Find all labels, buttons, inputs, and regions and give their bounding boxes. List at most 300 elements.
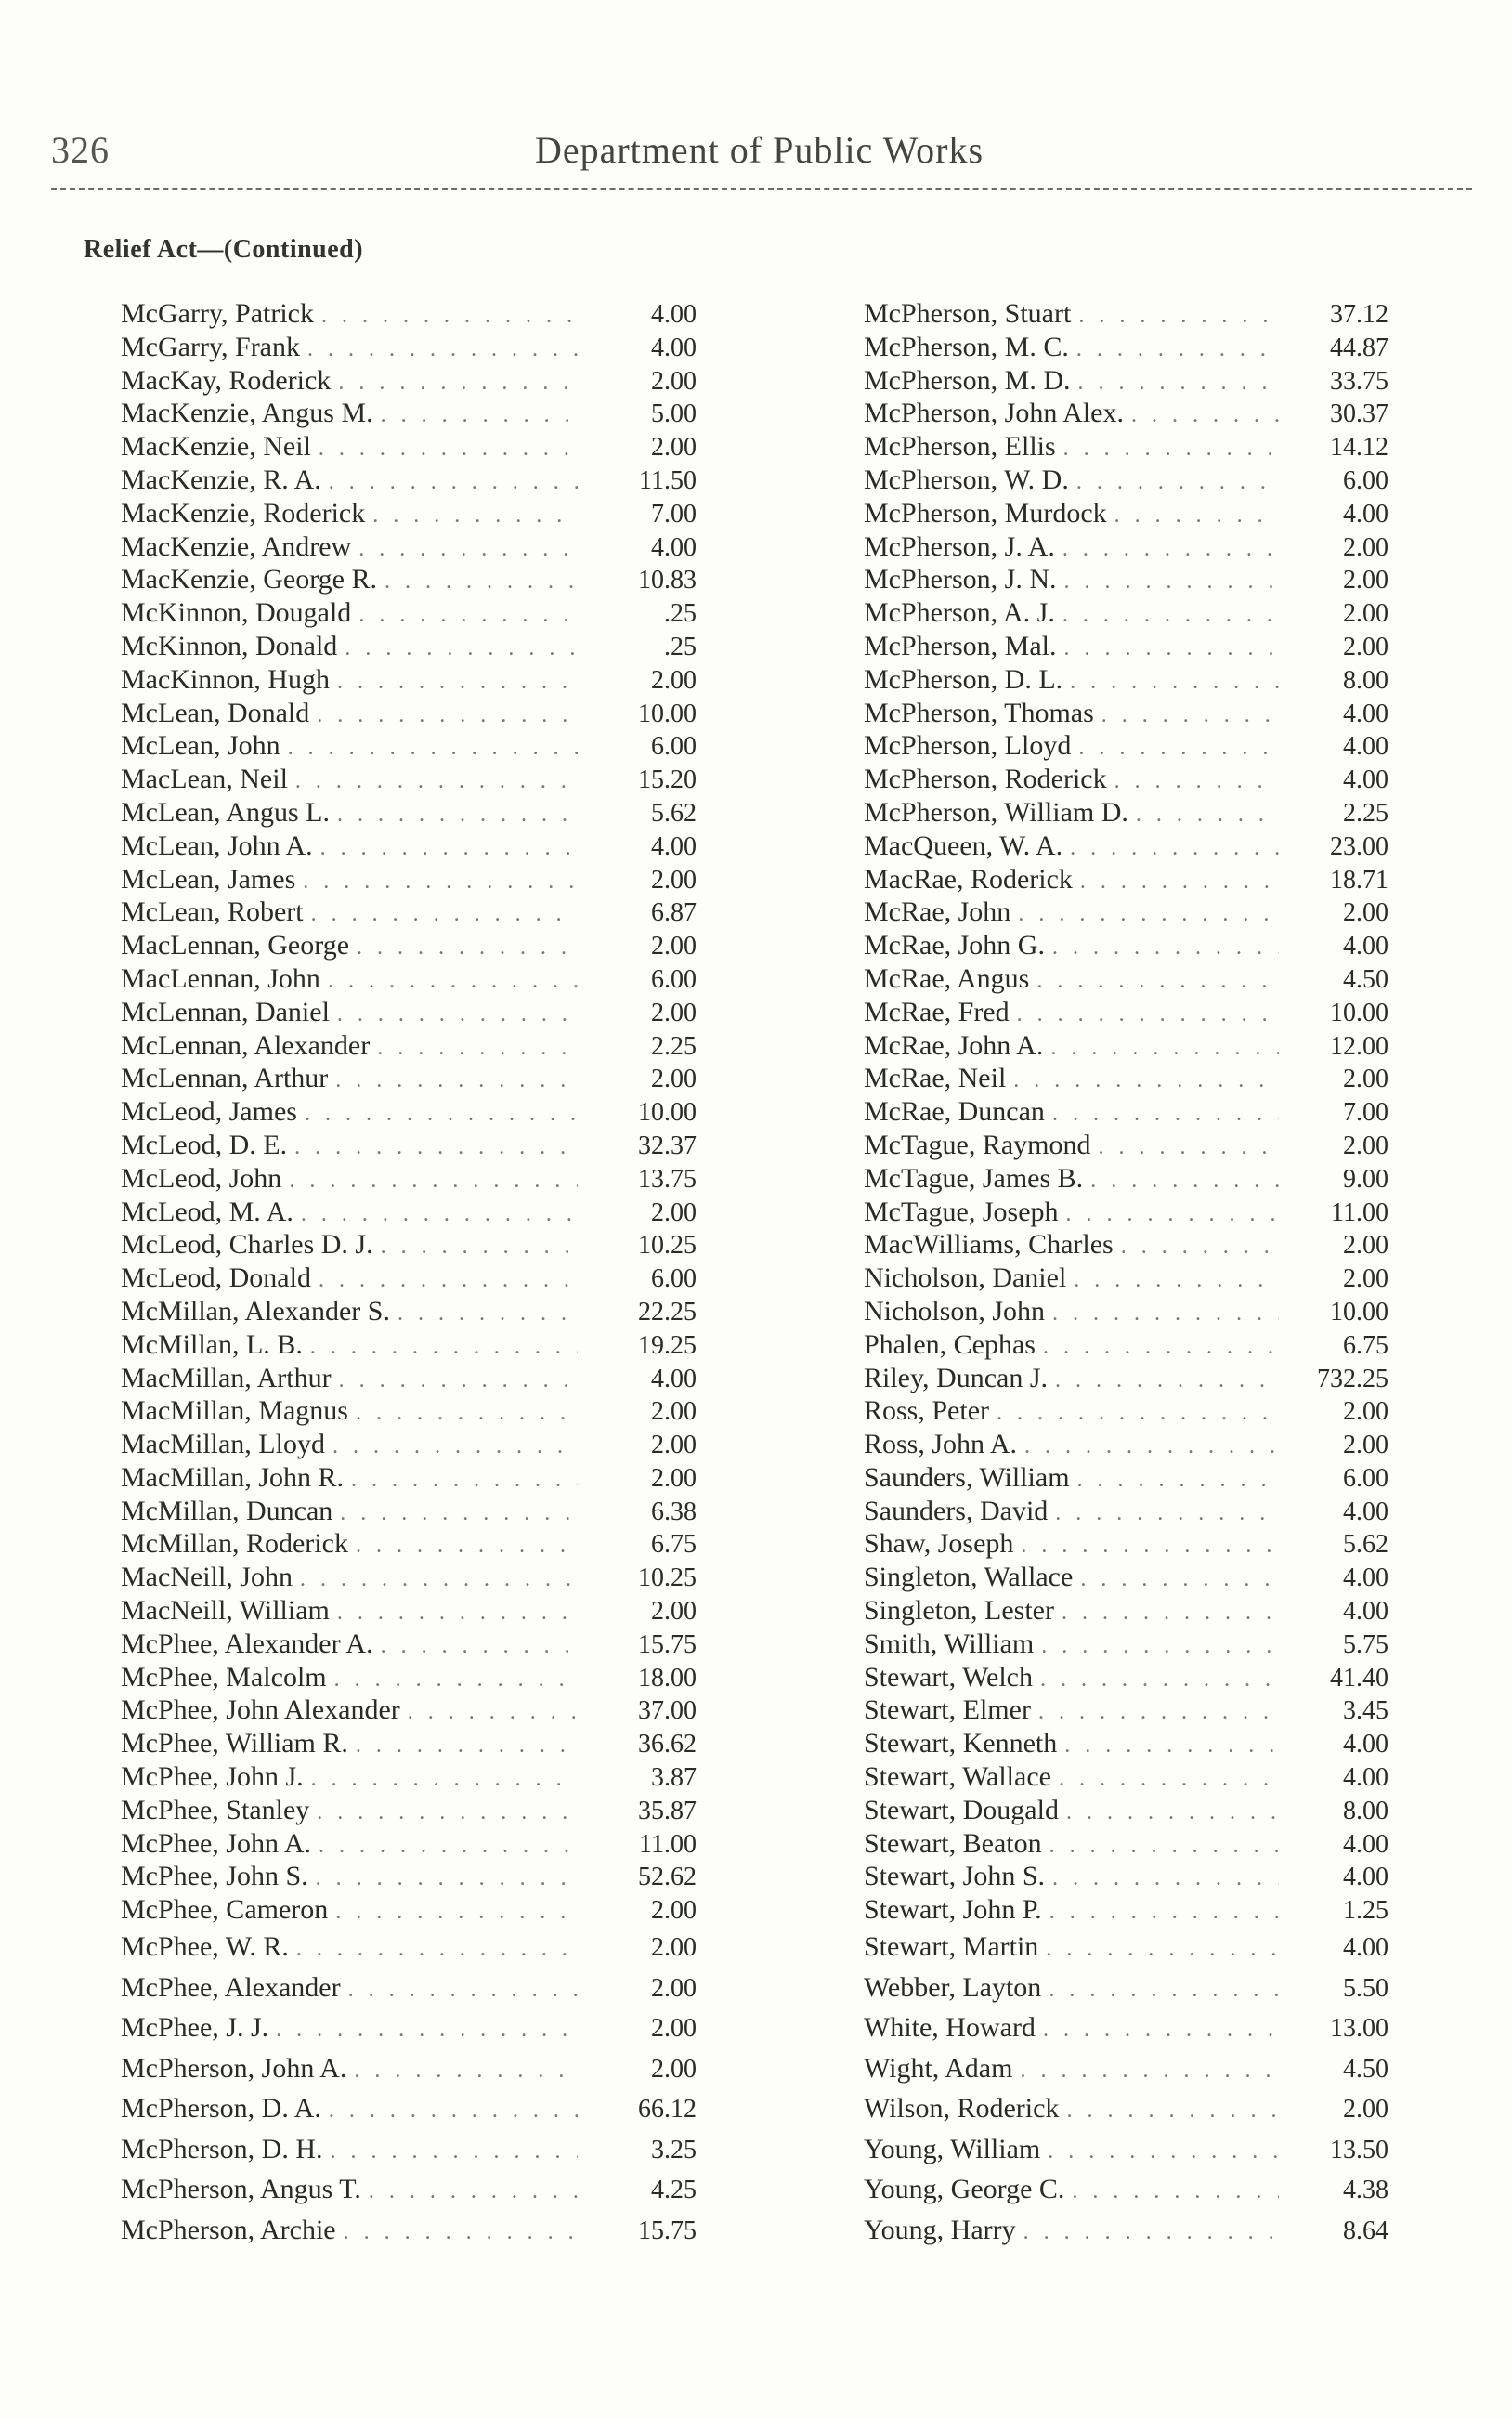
amount: 4.38: [1343, 2176, 1388, 2205]
dot-leader: [316, 1863, 578, 1896]
amount: 52.62: [638, 1863, 697, 1892]
dot-leader: [331, 2132, 579, 2173]
amount: 30.37: [1330, 399, 1388, 429]
payee-name: McRae, Angus: [864, 962, 1030, 994]
payee-name: Saunders, David: [864, 1495, 1049, 1526]
dot-leader: [351, 1464, 578, 1497]
list-item: [121, 1860, 697, 1893]
dot-leader: [1090, 1165, 1279, 1198]
payee-name: McPherson, A. J.: [864, 597, 1055, 629]
payee-name: McRae, John A.: [864, 1029, 1044, 1061]
list-item: [121, 962, 697, 996]
payee-name: MacMillan, John R.: [121, 1461, 344, 1493]
amount: 3.87: [651, 1763, 697, 1793]
payee-name: McLeod, John: [121, 1162, 282, 1194]
payee-name: Stewart, Beaton: [864, 1827, 1042, 1859]
dot-leader: [303, 866, 578, 899]
dot-leader: [319, 1830, 578, 1863]
section-title: Relief Act—(Continued): [84, 235, 364, 264]
amount: 2.00: [651, 1065, 697, 1094]
amount: 22.25: [638, 1297, 697, 1327]
list-item: [121, 763, 697, 796]
amount: 11.00: [1331, 1197, 1388, 1227]
amount: 2.00: [1343, 1397, 1388, 1427]
list-item: [864, 1495, 1388, 1528]
payee-name: MacNeill, William: [121, 1595, 330, 1627]
dot-leader: [339, 1365, 578, 1398]
dot-leader: [1080, 1563, 1279, 1597]
payee-name: MacNeill, John: [121, 1562, 293, 1593]
payee-name: Ross, John A.: [864, 1429, 1018, 1460]
payee-name: McLean, Donald: [121, 697, 310, 728]
payee-name: McPherson, J. N.: [864, 564, 1057, 595]
payee-name: McPherson, Angus T.: [121, 2174, 361, 2205]
list-item: [121, 929, 697, 962]
list-item: [864, 1561, 1388, 1594]
list-item: [864, 1095, 1388, 1129]
payee-name: Wilson, Roderick: [864, 2093, 1060, 2125]
list-item: [864, 596, 1388, 630]
payee-name: McPherson, Roderick: [864, 764, 1107, 795]
amount: 2.00: [1343, 1231, 1388, 1261]
payee-name: McRae, Neil: [864, 1063, 1007, 1094]
amount: 33.75: [1330, 366, 1388, 396]
amount: 2.00: [651, 1463, 697, 1493]
amount: 14.12: [1330, 433, 1388, 463]
amount: 2.25: [651, 1031, 697, 1061]
dot-leader: [358, 533, 578, 567]
list-item: [121, 464, 697, 497]
dot-leader: [358, 599, 578, 633]
list-item: [121, 1727, 697, 1760]
amount: 4.00: [1343, 699, 1388, 728]
amount: 2.00: [651, 2014, 697, 2044]
amount: 35.87: [638, 1796, 697, 1825]
amount: 11.00: [639, 1829, 697, 1859]
list-item: [121, 2210, 697, 2251]
payee-name: McPhee, John J.: [121, 1761, 304, 1793]
dot-leader: [1055, 1497, 1279, 1531]
list-item: [121, 1394, 697, 1428]
list-item: [121, 1029, 697, 1063]
list-item: [864, 497, 1388, 530]
list-item: [121, 729, 697, 763]
list-item: [121, 1661, 697, 1694]
dot-leader: [1052, 1098, 1279, 1131]
payee-name: McPherson, D. H.: [121, 2133, 323, 2164]
list-item: [121, 1561, 697, 1594]
dot-leader: [1066, 1198, 1279, 1232]
amount: 6.00: [651, 732, 697, 762]
dot-leader: [340, 1497, 578, 1531]
dot-leader: [319, 433, 578, 466]
amount: 2.00: [651, 865, 697, 895]
dot-leader: [310, 1331, 578, 1365]
payee-name: McPherson, John A.: [121, 2052, 347, 2084]
dot-leader: [1043, 2010, 1279, 2051]
payee-name: McLean, John: [121, 730, 280, 762]
amount: 36.62: [638, 1730, 697, 1759]
amount: 10.83: [638, 566, 697, 595]
list-item: [864, 1794, 1388, 1827]
amount: 4.00: [1343, 932, 1388, 961]
list-item: [121, 796, 697, 830]
payee-name: McPherson, M. C.: [864, 331, 1069, 362]
payee-name: McRae, John: [864, 896, 1011, 928]
dot-leader: [317, 1797, 578, 1830]
list-item: [121, 2007, 697, 2048]
dot-leader: [1070, 666, 1279, 700]
page-header: [51, 121, 1467, 177]
list-item: [864, 1527, 1388, 1561]
amount: 6.00: [651, 964, 697, 994]
amount: 6.00: [1343, 1463, 1388, 1493]
payee-name: McPhee, Alexander: [121, 1971, 341, 2003]
list-item: [864, 563, 1388, 596]
payee-name: Smith, William: [864, 1628, 1035, 1659]
payee-name: McPherson, Lloyd: [864, 730, 1072, 762]
amount: 15.20: [638, 765, 697, 795]
payee-name: McRae, John G.: [864, 930, 1045, 961]
amount: 4.00: [1343, 1730, 1388, 1759]
dot-leader: [344, 2213, 578, 2254]
dot-leader: [334, 1664, 578, 1697]
dot-leader: [1062, 533, 1279, 567]
payee-name: McLeod, James: [121, 1096, 297, 1128]
payee-name: Stewart, Martin: [864, 1931, 1039, 1963]
amount: 8.00: [1343, 665, 1388, 695]
payee-name: MacLean, Neil: [121, 764, 288, 795]
list-item: [121, 2048, 697, 2089]
list-item: [864, 1968, 1388, 2008]
list-item: [864, 430, 1388, 464]
amount: 2.00: [651, 665, 697, 695]
payee-name: Nicholson, Daniel: [864, 1262, 1067, 1294]
payee-name: Stewart, Kenneth: [864, 1728, 1058, 1759]
payee-name: MacKenzie, R. A.: [121, 464, 321, 495]
amount: 2.00: [1343, 1131, 1388, 1160]
dot-leader: [1024, 1431, 1279, 1464]
amount: 2.25: [1343, 798, 1388, 828]
payee-name: Nicholson, John: [864, 1295, 1045, 1327]
dot-leader: [337, 999, 578, 1032]
list-item: [864, 663, 1388, 697]
dot-leader: [1080, 866, 1279, 899]
list-item: [121, 530, 697, 564]
amount: 5.62: [651, 798, 697, 828]
list-item: [864, 896, 1388, 929]
dot-leader: [1048, 2132, 1279, 2173]
dot-leader: [385, 566, 578, 599]
amount: 732.25: [1317, 1364, 1388, 1393]
amount: 2.00: [1343, 566, 1388, 595]
payee-name: McTague, Raymond: [864, 1129, 1091, 1160]
list-item: [121, 1196, 697, 1229]
amount: 8.64: [1343, 2216, 1388, 2245]
payee-name: MacKenzie, Neil: [121, 431, 311, 463]
list-item: [864, 1727, 1388, 1760]
payee-name: Stewart, John S.: [864, 1861, 1045, 1892]
amount: 4.00: [1343, 1933, 1388, 1963]
payee-name: McLennan, Alexander: [121, 1029, 371, 1061]
payee-name: MacQueen, W. A.: [864, 830, 1063, 861]
dot-leader: [1055, 1365, 1279, 1398]
dot-leader: [997, 1397, 1279, 1431]
list-item: [864, 1827, 1388, 1861]
list-item: [864, 1693, 1388, 1727]
amount: 4.00: [1343, 1863, 1388, 1892]
dot-leader: [1078, 732, 1279, 765]
list-item: [121, 297, 697, 331]
amount: 4.00: [1343, 765, 1388, 795]
list-item: [864, 1628, 1388, 1661]
amount: 2.00: [651, 932, 697, 961]
payee-name: MacLennan, John: [121, 962, 320, 994]
list-item: [121, 1495, 697, 1528]
dot-leader: [301, 1198, 578, 1232]
dot-leader: [332, 1431, 578, 1464]
list-item: [864, 1196, 1388, 1229]
dot-leader: [1078, 367, 1280, 400]
amount: 9.00: [1343, 1164, 1388, 1194]
amount: 5.50: [1343, 1973, 1388, 2003]
payee-name: MacKenzie, Roderick: [121, 497, 366, 529]
dot-leader: [1077, 1464, 1279, 1497]
amount: 6.87: [651, 898, 697, 928]
dot-leader: [1046, 1929, 1279, 1970]
header-divider: [51, 188, 1472, 190]
dot-leader: [328, 965, 578, 999]
dot-leader: [335, 1896, 578, 1929]
list-item: [121, 1062, 697, 1095]
amount: 4.00: [1343, 1829, 1388, 1859]
payee-name: Phalen, Cephas: [864, 1328, 1036, 1360]
dot-leader: [357, 932, 578, 965]
payee-name: McPhee, Stanley: [121, 1794, 310, 1825]
amount: 15.75: [638, 1629, 697, 1659]
amount: 4.00: [651, 532, 697, 562]
amount: 3.45: [1343, 1696, 1388, 1726]
payee-name: MacMillan, Arthur: [121, 1362, 332, 1393]
payee-name: McTague, Joseph: [864, 1196, 1059, 1227]
payee-name: Stewart, Welch: [864, 1661, 1033, 1693]
amount: 18.71: [1330, 865, 1388, 895]
list-item: [121, 331, 697, 364]
amount: 4.50: [1343, 964, 1388, 994]
list-item: [864, 729, 1388, 763]
amount: 37.00: [638, 1696, 697, 1726]
amount: 2.00: [1343, 2095, 1388, 2125]
amount: 2.00: [1343, 1431, 1388, 1460]
dot-leader: [307, 333, 578, 367]
amount: 2.00: [651, 2054, 697, 2084]
list-item: [864, 1893, 1388, 1927]
list-item: [121, 996, 697, 1029]
dot-leader: [1052, 1298, 1279, 1331]
list-item: [864, 397, 1388, 430]
payee-name: Shaw, Joseph: [864, 1528, 1014, 1560]
payee-name: Stewart, Wallace: [864, 1761, 1051, 1793]
list-item: [121, 596, 697, 630]
dot-leader: [288, 732, 578, 765]
dot-leader: [1038, 1696, 1279, 1730]
list-item: [864, 830, 1388, 863]
dot-leader: [320, 832, 578, 866]
list-item: [864, 1262, 1388, 1295]
amount: 2.00: [1343, 1065, 1388, 1094]
list-item: [121, 1228, 697, 1262]
dot-leader: [311, 898, 578, 932]
list-item: [864, 1162, 1388, 1196]
payee-name: Young, Harry: [864, 2214, 1016, 2245]
amount: 10.25: [638, 1231, 697, 1261]
amount: 4.00: [651, 300, 697, 329]
list-item: [121, 896, 697, 929]
amount: 5.00: [651, 399, 697, 429]
dot-leader: [305, 1098, 578, 1131]
right-column-list: [864, 297, 1388, 2250]
dot-leader: [1049, 1830, 1279, 1863]
dot-leader: [1023, 2213, 1279, 2254]
payee-name: MacKenzie, George R.: [121, 564, 378, 595]
list-item: [121, 630, 697, 663]
list-item: [121, 1628, 697, 1661]
list-item: [121, 430, 697, 464]
amount: 2.00: [651, 1896, 697, 1926]
payee-name: McMillan, Duncan: [121, 1495, 333, 1526]
dot-leader: [335, 1065, 578, 1098]
list-item: [121, 1428, 697, 1461]
payee-name: Ross, Peter: [864, 1395, 989, 1427]
amount: 10.25: [638, 1563, 697, 1593]
list-item: [864, 1760, 1388, 1794]
dot-leader: [1021, 1530, 1279, 1563]
list-item: [121, 364, 697, 398]
dot-leader: [377, 1032, 578, 1066]
payee-name: McGarry, Patrick: [121, 298, 314, 329]
list-item: [121, 1461, 697, 1495]
payee-name: McPhee, Malcolm: [121, 1661, 327, 1693]
payee-name: McPherson, W. D.: [864, 464, 1069, 495]
dot-leader: [1114, 765, 1279, 799]
payee-name: McPherson, D. A.: [121, 2093, 321, 2125]
running-title: Department of Public Works: [534, 129, 984, 171]
dot-leader: [337, 666, 578, 700]
dot-leader: [369, 2172, 578, 2213]
amount: 4.00: [651, 831, 697, 861]
left-column-list: [121, 297, 697, 2250]
amount: 2.00: [1343, 898, 1388, 928]
list-item: [864, 1428, 1388, 1461]
amount: 5.62: [1343, 1530, 1388, 1560]
dot-leader: [1063, 433, 1279, 466]
dot-leader: [345, 633, 578, 666]
payee-name: McMillan, L. B.: [121, 1328, 303, 1360]
payee-name: McLean, John A.: [121, 830, 313, 861]
list-item: [121, 1827, 697, 1861]
payee-name: McPherson, M. D.: [864, 364, 1071, 396]
list-item: [121, 1968, 697, 2008]
list-item: [864, 2007, 1388, 2048]
dot-leader: [329, 2091, 578, 2132]
list-item: [864, 763, 1388, 796]
list-item: [864, 2088, 1388, 2129]
amount: 1.25: [1343, 1896, 1388, 1926]
dot-leader: [337, 799, 578, 832]
amount: 5.75: [1343, 1629, 1388, 1659]
dot-leader: [338, 367, 578, 400]
amount: 2.00: [651, 1973, 697, 2003]
dot-leader: [1066, 2091, 1279, 2132]
amount: 8.00: [1343, 1796, 1388, 1825]
payee-name: Singleton, Lester: [864, 1595, 1054, 1627]
amount: 18.00: [638, 1663, 697, 1693]
payee-name: McPhee, Alexander A.: [121, 1628, 373, 1659]
list-item: [121, 563, 697, 596]
payee-name: MacKay, Roderick: [121, 364, 332, 396]
payee-name: McRae, Fred: [864, 996, 1010, 1027]
payee-name: McLeod, Donald: [121, 1262, 311, 1294]
list-item: [121, 1893, 697, 1927]
payee-name: McPhee, J. J.: [121, 2012, 269, 2044]
payee-name: MacKinnon, Hugh: [121, 663, 330, 695]
list-item: [121, 863, 697, 896]
list-item: [864, 1362, 1388, 1395]
amount: 15.75: [638, 2216, 697, 2245]
list-item: [864, 1228, 1388, 1262]
list-item: [864, 1029, 1388, 1063]
list-item: [864, 2129, 1388, 2170]
amount: 2.00: [651, 433, 697, 463]
payee-name: MacWilliams, Charles: [864, 1229, 1114, 1261]
amount: 2.00: [1343, 599, 1388, 629]
payee-name: McPherson, Mal.: [864, 630, 1057, 661]
payee-name: McTague, James B.: [864, 1162, 1084, 1194]
amount: 6.00: [1343, 465, 1388, 495]
amount: 2.00: [651, 1933, 697, 1963]
dot-leader: [319, 1264, 578, 1298]
payee-name: McLeod, Charles D. J.: [121, 1229, 373, 1261]
dot-leader: [1121, 1231, 1279, 1264]
dot-leader: [372, 500, 578, 533]
dot-leader: [1101, 700, 1279, 733]
dot-leader: [1018, 898, 1279, 932]
list-item: [121, 1162, 697, 1196]
amount: 4.00: [1343, 1497, 1388, 1526]
payee-name: McLennan, Daniel: [121, 996, 330, 1027]
amount: 13.00: [1330, 2014, 1388, 2044]
list-item: [121, 1295, 697, 1328]
amount: 6.75: [1343, 1330, 1388, 1360]
amount: 2.00: [651, 1197, 697, 1227]
dot-leader: [1049, 1970, 1279, 2011]
dot-leader: [1017, 999, 1279, 1032]
dot-leader: [1052, 932, 1279, 965]
amount: 4.00: [651, 333, 697, 362]
dot-leader: [1076, 333, 1279, 367]
amount: 13.50: [1330, 2135, 1388, 2164]
list-item: [864, 697, 1388, 730]
dot-leader: [296, 1929, 578, 1970]
amount: 4.00: [1343, 1597, 1388, 1627]
payee-name: McPhee, William R.: [121, 1728, 348, 1759]
dot-leader: [1114, 500, 1279, 533]
amount: 2.00: [1343, 632, 1388, 661]
amount: 10.00: [638, 1098, 697, 1128]
amount: 6.00: [651, 1264, 697, 1294]
payee-name: McLeod, D. E.: [121, 1129, 288, 1160]
list-item: [864, 331, 1388, 364]
